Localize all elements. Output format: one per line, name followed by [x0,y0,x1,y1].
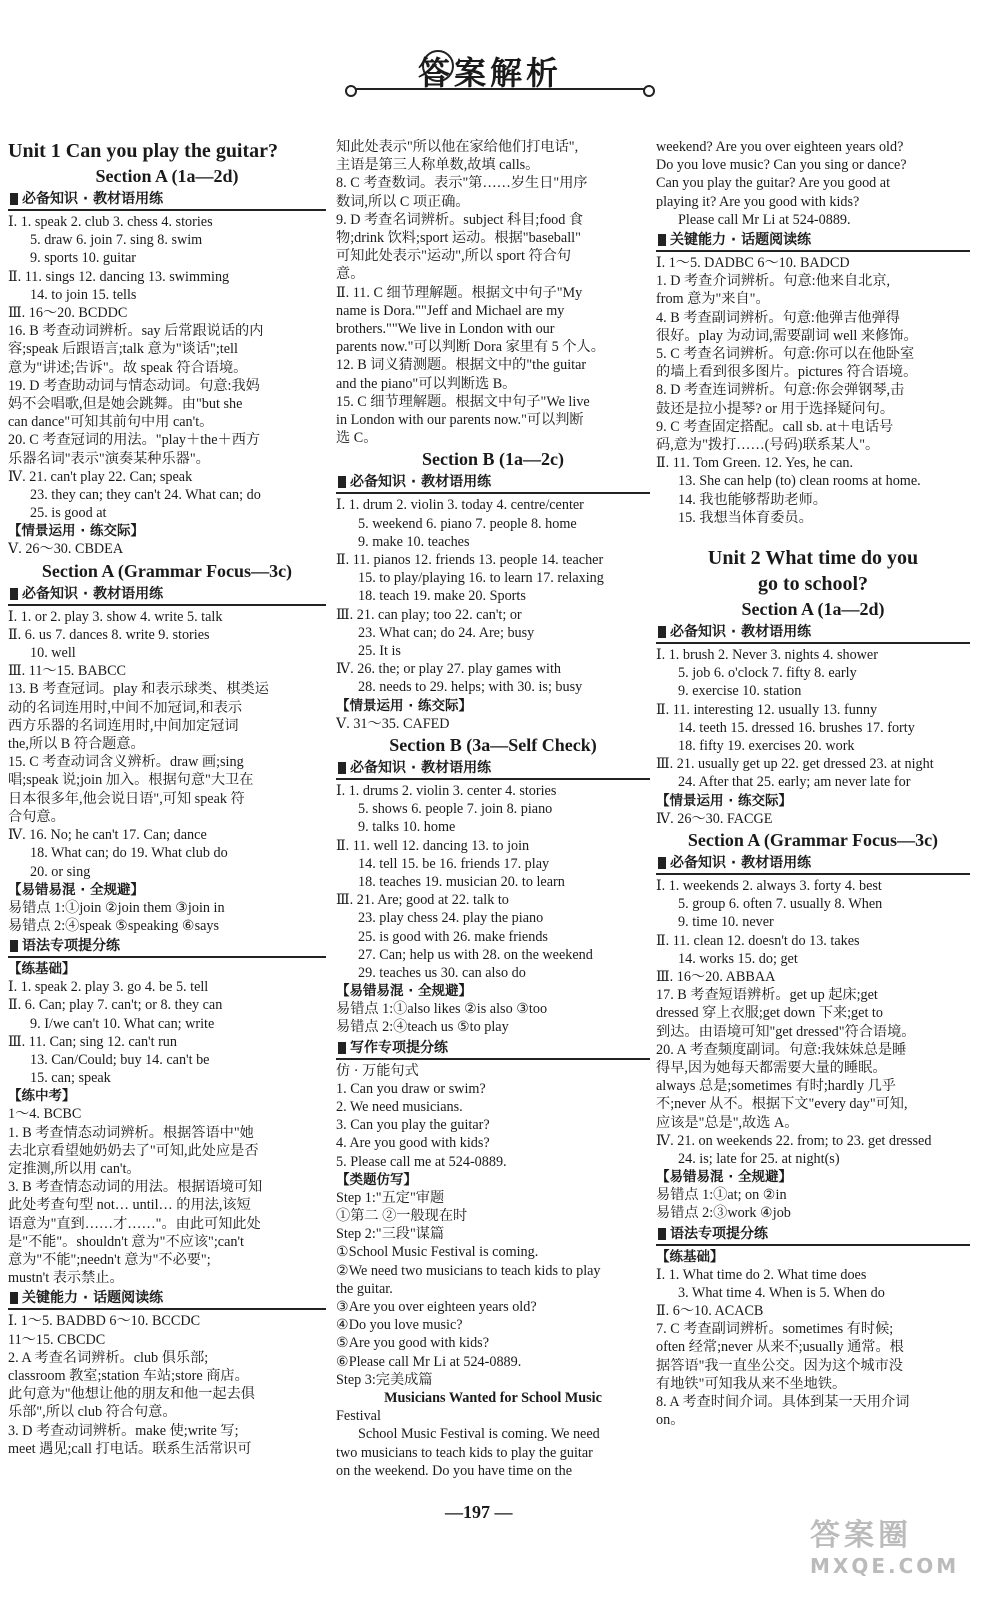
answer-line: Ⅰ. 1～5. DADBC 6～10. BADCD [656,255,850,272]
section-heading: Section A (Grammar Focus—3c) [41,560,293,581]
answer-line: 4. B 考查副词辨析。句意:他弹吉他弹得 [656,309,900,326]
answer-line: 易错点 2:④speak ⑤speaking ⑥says [8,917,220,934]
answer-line: 25. It is [358,643,401,660]
sub-heading: 【易错易混 · 全规避】 [656,1169,793,1186]
answer-line: 9. D 考查名词辨析。subject 科目;food 食 [336,211,584,228]
answer-line: Ⅱ. 11. pianos 12. friends 13. people 14. teacher [336,552,604,569]
answer-line: 动的名词连用时,中间不加冠词,和表示 [8,699,243,716]
answer-line: 5. C 考查名词辨析。句意:你可以在他卧室 [656,346,915,363]
answer-line: 19. D 考查助动词与情态动词。句意:我妈 [8,377,260,394]
answer-line: 29. teaches us 30. can also do [358,964,526,981]
answer-line: 23. they can; they can't 24. What can; do [30,487,261,504]
answer-line: Step 2:"三段"谋篇 [336,1226,445,1243]
section-heading: Section A (1a—2d) [95,166,239,186]
answer-line: 意。 [336,266,365,283]
section-bar: 关键能力 · 话题阅读练 [656,231,970,252]
answer-line: 数词,所以 C 项正确。 [336,193,470,210]
answer-line: 15. to play/playing 16. to learn 17. relaxing [358,570,604,587]
answer-line: 14. to join 15. tells [30,286,137,303]
answer-line: 18. fifty 19. exercises 20. work [678,738,855,755]
answer-line: Ⅰ. 1. What time do 2. What time does [656,1266,867,1283]
answer-line: Ⅱ. 11. Tom Green. 12. Yes, he can. [656,455,854,472]
answer-line: 25. is good at [30,505,107,522]
sub-heading: 【情景运用 · 练交际】 [336,697,473,714]
answer-line: 3. D 考查动词辨析。make 使;write 写; [8,1422,239,1439]
answer-line: 1. B 考查情态动词辨析。根据答语中"她 [8,1124,254,1141]
spacer [656,527,970,545]
answer-line: 9. exercise 10. station [678,683,802,700]
answer-line: 9. sports 10. guitar [30,250,137,267]
answer-line: parents now."可以判断 Dora 家里有 5 个人。 [336,339,605,356]
answer-line: 5. draw 6. join 7. sing 8. swim [30,232,203,249]
answer-line: 语意为"直到……才……"。由此可知此处 [8,1215,261,1232]
sub-heading: 【情景运用 · 练交际】 [8,523,145,540]
answer-line: 10. well [30,645,76,662]
answer-line: often 经常;never 从来不;usually 通常。根 [656,1339,904,1356]
answer-line: 仿 · 万能句式 [336,1062,419,1079]
section-bar: 必备知识 · 教材语用练 [336,473,650,494]
essay-title: Musicians Wanted for School Music [384,1389,602,1406]
answer-line: name is Dora.""Jeff and Michael are my [336,302,565,319]
answer-line: on the weekend. Do you have time on the [336,1462,572,1479]
answer-line: ③Are you over eighteen years old? [336,1298,537,1315]
answer-line: Ⅳ. 16. No; he can't 17. Can; dance [8,827,207,844]
section-bar: 写作专项提分练 [336,1039,650,1060]
page-header [0,48,996,104]
answer-line: 意为"讲述;告诉"。故 speak 符合语境。 [8,359,248,376]
answer-line: Ⅰ. 1. speak 2. club 3. chess 4. stories [8,214,213,230]
answer-line: Ⅲ. 21. Are; good at 22. talk to [336,892,509,909]
answer-line: the guitar. [336,1280,393,1297]
answer-line: 24. After that 25. early; am never late for [678,774,911,791]
answer-line: 2. We need musicians. [336,1098,463,1115]
answer-line: meet 遇见;call 打电话。联系生活常识可 [8,1440,252,1457]
column-middle [336,138,650,1480]
answer-line: 17. B 考查短语辨析。get up 起床;get [656,987,878,1004]
answer-line: brothers.""We live in London with our [336,321,555,338]
answer-line: 14. teeth 15. dressed 16. brushes 17. forty [678,719,915,736]
sub-heading: 【类题仿写】 [336,1171,417,1188]
answer-line: Ⅲ. 21. usually get up 22. get dressed 23. at night [656,756,934,773]
answer-line: 易错点 2:③work ④job [656,1205,791,1222]
section-bar: 必备知识 · 教材语用练 [8,190,326,211]
answer-line: 易错点 1:①join ②join them ③join in [8,899,225,916]
answer-line: 此处考查句型 not… until… 的用法,该短 [8,1197,251,1214]
answer-line: playing it? Are you good with kids? [656,193,860,210]
sub-heading: 【练中考】 [8,1088,76,1105]
answer-line: 易错点 2:④teach us ⑤to play [336,1019,509,1036]
page-title: 答案解析 [418,54,563,92]
answer-line: 1～4. BCBC [8,1106,82,1123]
answer-line: 1. D 考查介词辨析。句意:他来自北京, [656,273,891,290]
watermark-logo [810,1510,986,1590]
answer-line: Ⅰ. 1. drums 2. violin 3. center 4. stories [336,782,557,799]
answer-line: 15. 我想当体育委员。 [678,509,813,526]
answer-line: Festival [336,1408,381,1425]
answer-line: Ⅲ. 16～20. ABBAA [656,968,776,985]
answer-line: 9. time 10. never [678,914,774,931]
answer-line: Ⅱ. 11. sings 12. dancing 13. swimming [8,268,230,285]
answer-line: 5. group 6. often 7. usually 8. When [678,896,883,913]
answer-line: Ⅲ. 16～20. BCDDC [8,305,128,322]
answer-line: 9. talks 10. home [358,819,456,836]
answer-line: 14. 我也能够帮助老师。 [678,491,827,508]
answer-line: 8. A 考查时间介词。具体到某一天用介词 [656,1393,910,1410]
answer-line: ⑤Are you good with kids? [336,1335,490,1352]
unit-heading: Unit 2 What time do you [707,547,919,570]
answer-line: 物;drink 饮料;sport 运动。根据"baseball" [336,230,581,247]
answer-line: dressed 穿上衣服;get down 下来;get to [656,1005,883,1022]
answer-line: 2. A 考查名词辨析。club 俱乐部; [8,1349,209,1366]
answer-line: 可知此处表示"运动",所以 sport 符合句 [336,248,572,265]
section-bar: 语法专项提分练 [8,937,326,958]
answer-line: 很好。play 为动词,需要副词 well 来修饰。 [656,327,918,344]
answer-line: on。 [656,1412,685,1429]
answer-line: 5. job 6. o'clock 7. fifty 8. early [678,665,857,682]
answer-line: 18. teach 19. make 20. Sports [358,588,526,605]
answer-line: Ⅱ. 6. Can; play 7. can't; or 8. they can [8,997,223,1014]
section-bar: 必备知识 · 教材语用练 [8,585,326,606]
answer-line: ①School Music Festival is coming. [336,1244,539,1261]
section-bar: 必备知识 · 教材语用练 [656,623,970,644]
answer-line: 妈不会唱歌,但是她会跳舞。由"but she [8,396,243,413]
answer-line: 15. C 考查动词含义辨析。draw 画;sing [8,754,244,771]
answer-line: from 意为"来自"。 [656,291,770,308]
answer-line: 23. What can; do 24. Are; busy [358,624,535,641]
answer-line: 13. B 考查冠词。play 和表示球类、棋类运 [8,681,269,698]
answer-line: Ⅱ. 6～10. ACACB [656,1302,764,1319]
watermark-url: MXQE.COM [810,1554,960,1578]
answer-line: 20. A 考查频度副词。句意:我妹妹总是睡 [656,1041,907,1058]
answer-line: Ⅱ. 6. us 7. dances 8. write 9. stories [8,626,210,643]
answer-line: and the piano"可以判断选 B。 [336,375,517,392]
answer-line: 此句意为"他想让他的朋友和他一起去俱 [8,1386,255,1403]
answer-line: 去北京看望她奶奶去了"可知,此处应是否 [8,1142,259,1159]
answer-line: Ⅱ. 11. clean 12. doesn't do 13. takes [656,932,860,949]
section-heading: Section A (1a—2d) [741,599,885,620]
answer-line: 12. B 词义猜测题。根据文中的"the guitar [336,357,587,374]
answer-line: 5. Please call me at 524-0889. [336,1153,507,1170]
title-divider [355,88,645,90]
answer-line: Ⅰ. 1. speak 2. play 3. go 4. be 5. tell [8,979,209,996]
answer-line: ⑥Please call Mr Li at 524-0889. [336,1353,522,1370]
answer-line: 的墙上看到很多图片。pictures 符合语境。 [656,364,918,381]
answer-line: Ⅰ. 1. weekends 2. always 3. forty 4. best [656,877,882,894]
answer-line: the,所以 B 符合题意。 [8,736,145,753]
answer-line: Ⅴ. 31～35. CAFED [336,715,450,732]
answer-line: Ⅳ. 21. on weekends 22. from; to 23. get dressed [656,1132,932,1149]
answer-line: 16. B 考查动词辨析。say 后常跟说话的内 [8,323,264,340]
answer-line: Ⅲ. 11. Can; sing 12. can't run [8,1033,177,1050]
answer-line: Ⅳ. 21. can't play 22. Can; speak [8,468,193,485]
answer-line: 15. C 细节理解题。根据文中句子"We live [336,393,590,410]
answer-line: Ⅱ. 11. interesting 12. usually 13. funny [656,701,878,718]
answer-line: Ⅳ. 26. the; or play 27. play games with [336,661,561,678]
answer-line: 28. needs to 29. helps; with 30. is; busy [358,679,583,696]
unit-heading: go to school? [758,573,868,596]
answer-line: 8. C 考查数词。表示"第……岁生日"用序 [336,175,588,192]
sub-heading: 【练基础】 [8,961,76,978]
answer-line: 是"不能"。shouldn't 意为"不应该";can't [8,1233,244,1250]
answer-line: 3. B 考查情态动词的用法。根据语境可知 [8,1179,263,1196]
section-heading: Section B (1a—2c) [422,449,564,470]
watermark-text: 答案圈 [810,1518,912,1553]
section-bar: 必备知识 · 教材语用练 [656,854,970,875]
answer-line: Ⅰ. 1～5. BADBD 6～10. BCCDC [8,1313,201,1330]
answer-line: Ⅰ. 1. drum 2. violin 3. today 4. centre/center [336,497,584,514]
section-heading: Section B (3a—Self Check) [389,734,597,755]
answer-line: 15. can; speak [30,1070,111,1087]
answer-line: 7. C 考查副词辨析。sometimes 有时候; [656,1321,894,1338]
answer-line: Can you play the guitar? Are you good at [656,175,891,192]
answer-line: 14. works 15. do; get [678,950,798,967]
answer-line: 知此处表示"所以他在家给他们打电话", [336,139,579,155]
answer-line: 18. What can; do 19. What club do [30,845,228,862]
answer-line: classroom 教室;station 车站;store 商店。 [8,1367,249,1384]
answer-line: Step 1:"五定"审题 [336,1189,445,1206]
answer-line: 8. D 考查连词辨析。句意:你会弹钢琴,击 [656,382,905,399]
answer-line: 鼓还是拉小提琴? or 用于选择疑问句。 [656,400,895,417]
answer-line: Ⅱ. 11. well 12. dancing 13. to join [336,837,530,854]
answer-line: 易错点 1:①at; on ②in [656,1187,787,1204]
answer-line: in London with our parents now."可以判断 [336,412,584,429]
section-bar: 关键能力 · 话题阅读练 [8,1289,326,1310]
answer-line: 到达。由语境可知"get dressed"符合语境。 [656,1023,916,1040]
answer-line: Ⅲ. 21. can play; too 22. can't; or [336,606,522,623]
answer-line: 选 C。 [336,430,378,447]
answer-line: mustn't 表示禁止。 [8,1270,124,1287]
answer-line: can dance"可知其前句中用 can't。 [8,414,214,431]
answer-line: 4. Are you good with kids? [336,1135,490,1152]
section-bar: 必备知识 · 教材语用练 [336,759,650,780]
answer-line: always 总是;sometimes 有时;hardly 几乎 [656,1078,896,1095]
answer-line: 不;never 从不。根据下文"every day"可知, [656,1096,908,1113]
answer-line: weekend? Are you over eighteen years old? [656,139,904,155]
answer-line: ②We need two musicians to teach kids to play [336,1262,601,1279]
answer-line: 乐器名词"表示"演奏某种乐器"。 [8,450,210,467]
answer-line: 1. Can you draw or swim? [336,1080,486,1097]
answer-line: 有地铁"可知我从来不坐地铁。 [656,1375,847,1392]
answer-line: 日本很多年,他会说日语",可知 speak 符 [8,790,245,807]
answer-line: Ⅰ. 1. brush 2. Never 3. nights 4. shower [656,647,878,664]
column-left [8,138,326,1458]
answer-line: 14. tell 15. be 16. friends 17. play [358,855,550,872]
answer-line: 容;speak 后跟语言;talk 意为"谈话";tell [8,341,238,358]
answer-line: 唱;speak 说;join 加入。根据句意"大卫在 [8,772,254,789]
answer-line: 23. play chess 24. play the piano [358,910,544,927]
answer-line: Step 3:完美成篇 [336,1371,433,1388]
answer-line: 13. She can help (to) clean rooms at home. [678,473,921,490]
answer-line: 乐部",所以 club 符合句意。 [8,1404,177,1421]
answer-line: 3. Can you play the guitar? [336,1117,490,1134]
answer-line: 13. Can/Could; buy 14. can't be [30,1051,210,1068]
answer-line: 5. weekend 6. piano 7. people 8. home [358,515,577,532]
answer-line: 定推测,所以用 can't。 [8,1160,141,1177]
unit-heading: Unit 1 Can you play the guitar? [8,140,279,162]
section-bar: 语法专项提分练 [656,1225,970,1246]
answer-line: Ⅱ. 11. C 细节理解题。根据文中句子"My [336,284,583,301]
sub-heading: 【易错易混 · 全规避】 [336,983,473,1000]
answer-line: 11～15. CBCDC [8,1331,106,1348]
answer-line: Ⅰ. 1. or 2. play 3. show 4. write 5. talk [8,608,223,625]
answer-line: Do you love music? Can you sing or dance? [656,157,907,174]
answer-line: 27. Can; help us with 28. on the weekend [358,946,593,963]
answer-line: Ⅲ. 11～15. BABCC [8,663,127,680]
sub-heading: 【练基础】 [656,1248,724,1265]
answer-line: 20. or sing [30,863,91,880]
answer-line: 意为"不能";needn't 意为"不必要"; [8,1251,211,1268]
answer-line: 25. is good with 26. make friends [358,928,548,945]
sub-heading: 【易错易混 · 全规避】 [8,881,145,898]
answer-line: 20. C 考查冠词的用法。"play＋the＋西方 [8,432,261,449]
answer-line: 3. What time 4. When is 5. When do [678,1284,885,1301]
answer-line: Please call Mr Li at 524-0889. [678,211,851,228]
answer-line: ④Do you love music? [336,1317,463,1334]
answer-line: 主语是第三人称单数,故填 calls。 [336,157,540,174]
answer-line: 西方乐器的名词连用时,中间加定冠词 [8,717,239,734]
answer-line: two musicians to teach kids to play the guitar [336,1444,593,1461]
answer-line: 据答语"我一直坐公交。因为这个城市没 [656,1357,903,1374]
answer-line: 9. C 考查固定搭配。call sb. at＋电话号 [656,418,894,435]
answer-line: 码,意为"拨打……(号码)联系某人"。 [656,437,880,454]
answer-line: 24. is; late for 25. at night(s) [678,1150,840,1167]
answer-line: 易错点 1:①also likes ②is also ③too [336,1001,548,1018]
answer-line: 5. shows 6. people 7. join 8. piano [358,801,553,818]
answer-line: 9. I/we can't 10. What can; write [30,1015,215,1032]
answer-line: ①第二 ②一般现在时 [336,1207,468,1224]
answer-line: 应该是"总是",故选 A。 [656,1114,799,1131]
sub-heading: 【情景运用 · 练交际】 [656,792,793,809]
answer-line: 18. teaches 19. musician 20. to learn [358,873,565,890]
answer-line: 9. make 10. teaches [358,533,470,550]
column-right [656,138,970,1429]
answer-line: Ⅳ. 26～30. FACGE [656,810,773,827]
answer-line: Ⅴ. 26～30. CBDEA [8,541,124,558]
answer-line: 得早,因为她每天都需要大量的睡眠。 [656,1059,887,1076]
answer-line: School Music Festival is coming. We need [358,1426,600,1443]
answer-line: 合句意。 [8,808,65,825]
section-heading: Section A (Grammar Focus—3c) [687,829,939,850]
page-number: —197 — [445,1502,513,1522]
